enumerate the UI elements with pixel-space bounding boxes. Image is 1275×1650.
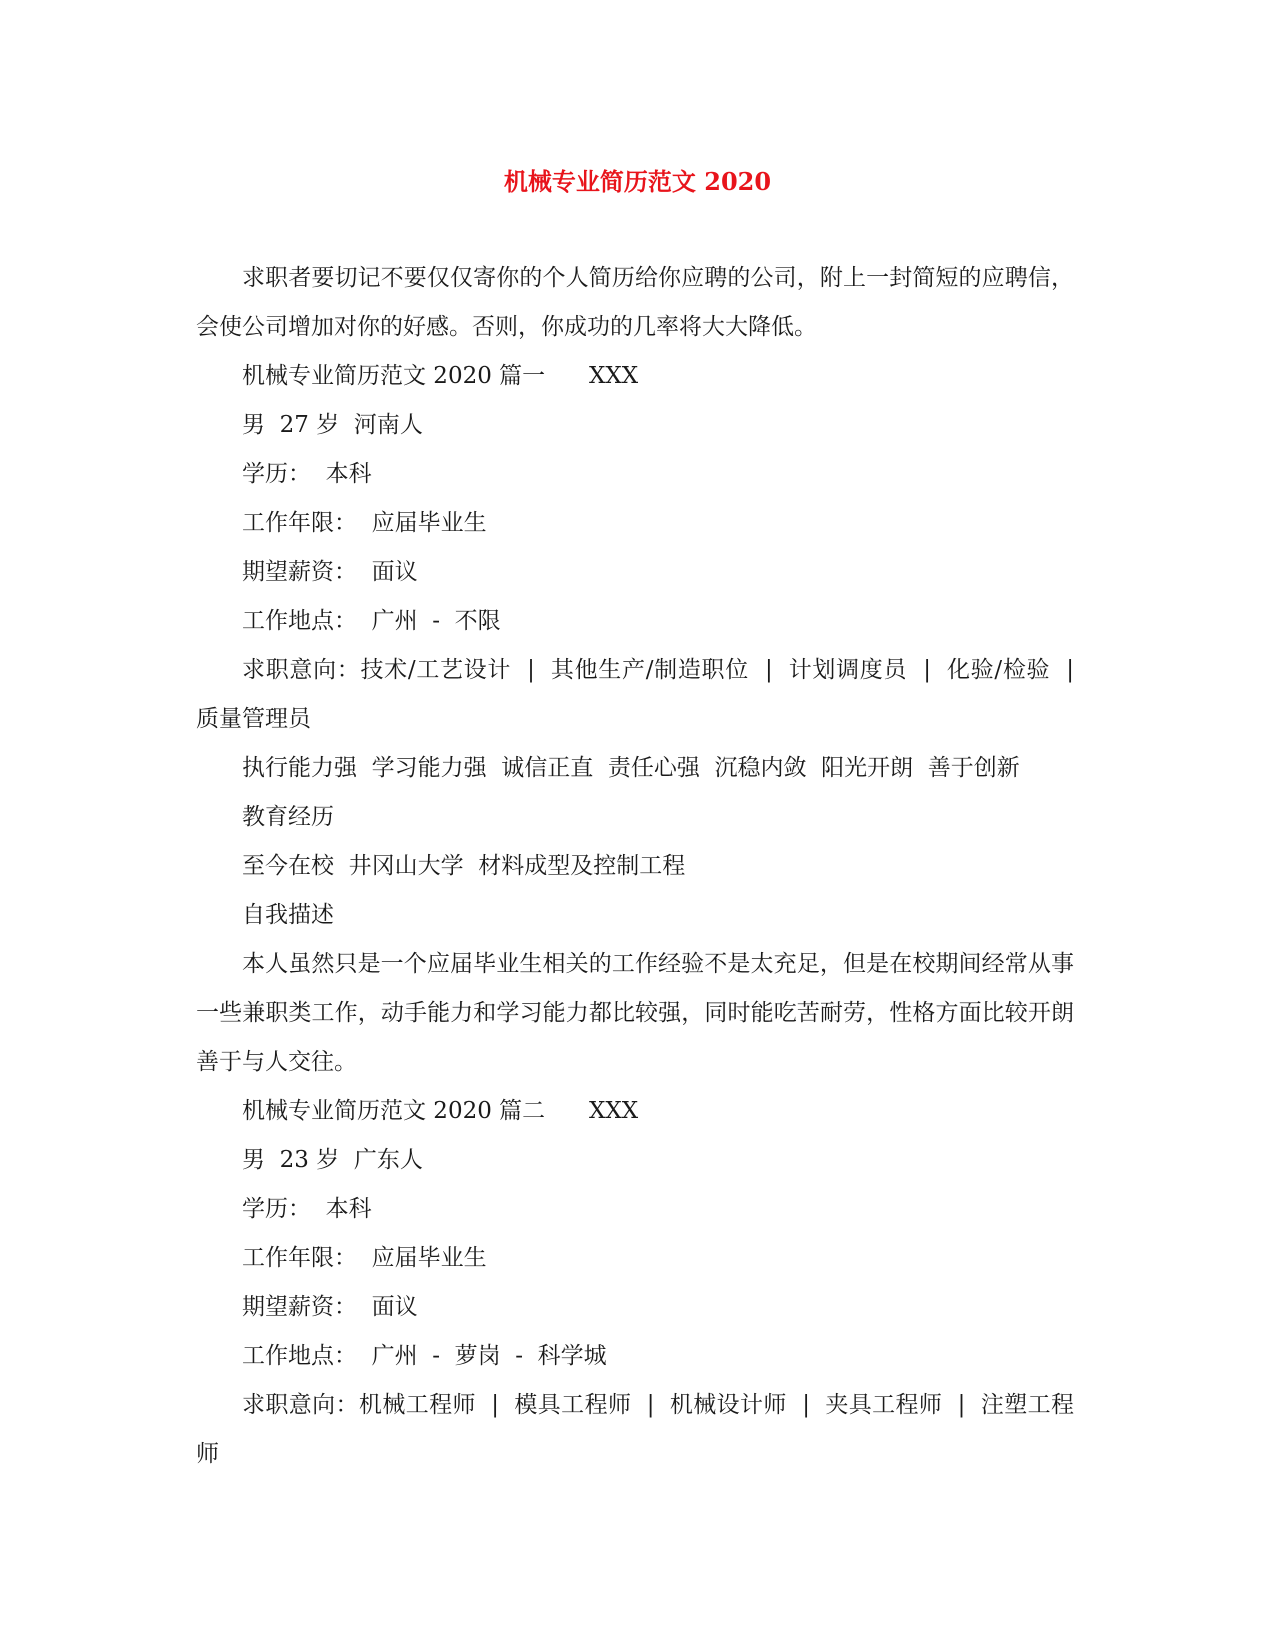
resume-2-heading: 机械专业简历范文 2020 篇二 XXX: [242, 1098, 639, 1124]
resume-1-education-heading: 教育经历: [242, 804, 334, 830]
resume-2-salary: 期望薪资： 面议: [242, 1294, 418, 1320]
resume-1-personal: 男 27 岁 河南人: [242, 412, 423, 438]
resume-1-salary: 期望薪资： 面议: [242, 559, 418, 585]
resume-2-experience: 工作年限： 应届毕业生: [242, 1245, 487, 1271]
resume-1-education: 学历： 本科: [242, 461, 372, 487]
resume-1-heading: 机械专业简历范文 2020 篇一 XXX: [242, 363, 639, 389]
resume-1-experience: 工作年限： 应届毕业生: [242, 510, 487, 536]
resume-2-location: 工作地点： 广州 - 萝岗 - 科学城: [242, 1343, 607, 1369]
document-title: 机械专业简历范文 2020: [503, 167, 772, 196]
intro-paragraph: 求职者要切记不要仅仅寄你的个人简历给你应聘的公司，附上一封简短的应聘信，会使公司增加对你的好感。否则，你成功的几率将大大降低。: [196, 265, 1074, 340]
resume-2-intention: 求职意向：机械工程师 | 模具工程师 | 机械设计师 | 夹具工程师 | 注塑工程师: [196, 1392, 1074, 1467]
resume-1-self-description: 本人虽然只是一个应届毕业生相关的工作经验不是太充足，但是在校期间经常从事一些兼职类工作，动手能力和学习能力都比较强，同时能吃苦耐劳，性格方面比较开朗善于与人交往。: [196, 951, 1074, 1075]
resume-2-education: 学历： 本科: [242, 1196, 372, 1222]
resume-1-intention: 求职意向：技术/工艺设计 | 其他生产/制造职位 | 计划调度员 | 化验/检验 | 质量管理员: [196, 657, 1089, 732]
resume-1-traits: 执行能力强 学习能力强 诚信正直 责任心强 沉稳内敛 阳光开朗 善于创新: [242, 755, 1020, 781]
document-body: [196, 254, 1089, 1479]
resume-1-location: 工作地点： 广州 - 不限: [242, 608, 501, 634]
resume-1-self-description-heading: 自我描述: [242, 902, 334, 928]
resume-2-personal: 男 23 岁 广东人: [242, 1147, 423, 1173]
resume-1-school: 至今在校 井冈山大学 材料成型及控制工程: [242, 853, 686, 879]
